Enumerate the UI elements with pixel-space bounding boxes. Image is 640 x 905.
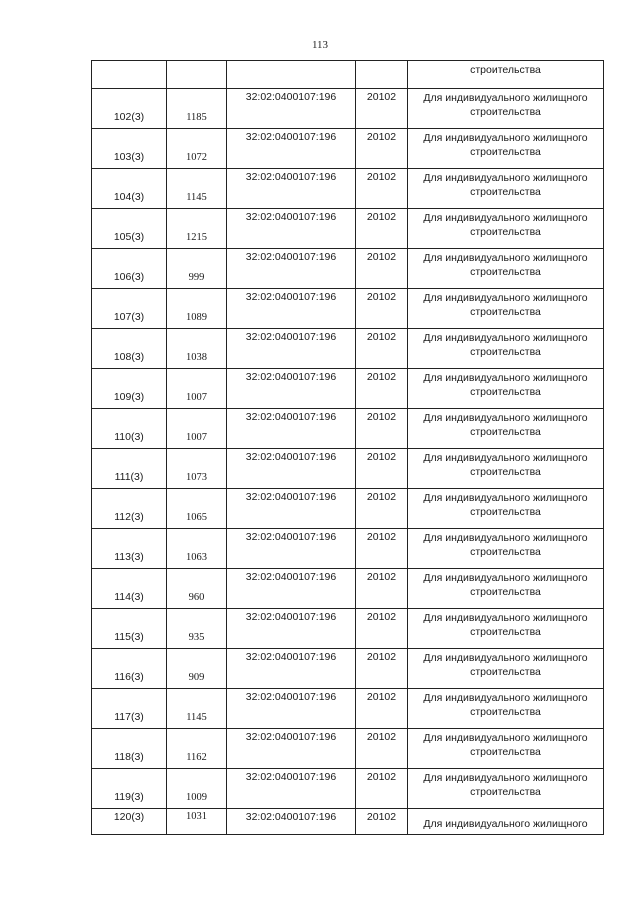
permitted-use-line: строительства (470, 546, 541, 558)
category-code-cell (356, 409, 408, 449)
permitted-use-cell (408, 289, 604, 329)
permitted-use-line: Для индивидуального жилищного (423, 532, 588, 544)
land-plot-table (91, 60, 604, 835)
cadastral-number-text: 32:02:0400107:196 (245, 411, 337, 423)
table-body (92, 61, 604, 835)
plot-number-text: 117(3) (114, 711, 144, 723)
category-code-text: 20102 (366, 171, 397, 183)
cadastral-number-text: 32:02:0400107:196 (245, 91, 337, 103)
area-cell (167, 449, 227, 489)
area-cell (167, 569, 227, 609)
plot-number-cell (92, 409, 167, 449)
plot-number-text: 119(3) (114, 791, 144, 803)
area-text: 1073 (186, 472, 207, 483)
plot-number-cell (92, 89, 167, 129)
permitted-use-cell (408, 729, 604, 769)
plot-number-text: 110(3) (114, 431, 144, 443)
category-code-text: 20102 (366, 91, 397, 103)
permitted-use-line: Для индивидуального жилищного (423, 132, 588, 144)
category-code-text: 20102 (366, 811, 397, 823)
category-code-cell (356, 369, 408, 409)
plot-number-cell (92, 61, 167, 89)
category-code-text: 20102 (366, 371, 397, 383)
cadastral-number-cell (227, 129, 356, 169)
permitted-use-line: Для индивидуального жилищного (423, 252, 588, 264)
permitted-use-line: строительства (470, 706, 541, 718)
permitted-use-cell (408, 61, 604, 89)
table-row-carry-over (92, 61, 604, 89)
category-code-text: 20102 (366, 251, 397, 263)
area-text: 1162 (186, 752, 207, 763)
permitted-use-line: Для индивидуального жилищного (423, 412, 588, 424)
plot-number-cell (92, 289, 167, 329)
cadastral-number-cell (227, 249, 356, 289)
permitted-use-cell (408, 329, 604, 369)
permitted-use-cell (408, 249, 604, 289)
category-code-cell (356, 529, 408, 569)
plot-number-text: 107(3) (113, 311, 145, 323)
area-cell (167, 249, 227, 289)
area-text: 1031 (186, 811, 207, 822)
cadastral-number-text: 32:02:0400107:196 (245, 771, 337, 783)
page-number: 113 (311, 39, 329, 51)
cadastral-number-cell (227, 609, 356, 649)
cadastral-number-cell (227, 729, 356, 769)
plot-number-text: 118(3) (114, 751, 144, 763)
cadastral-number-cell (227, 329, 356, 369)
category-code-cell (356, 449, 408, 489)
category-code-text: 20102 (366, 531, 397, 543)
category-code-text: 20102 (366, 771, 397, 783)
plot-number-cell (92, 449, 167, 489)
permitted-use-line: строительства (470, 346, 541, 358)
cadastral-number-cell (227, 169, 356, 209)
permitted-use-line: строительства (470, 226, 541, 238)
table-row (92, 449, 604, 489)
category-code-cell (356, 329, 408, 369)
permitted-use-line: Для индивидуального жилищного (423, 732, 588, 744)
plot-number-cell (92, 129, 167, 169)
area-cell (167, 489, 227, 529)
area-cell (167, 369, 227, 409)
area-text: 1215 (186, 232, 207, 243)
cadastral-number-cell (227, 61, 356, 89)
category-code-cell (356, 729, 408, 769)
area-cell (167, 529, 227, 569)
permitted-use-cell (408, 369, 604, 409)
category-code-cell (356, 569, 408, 609)
plot-number-cell (92, 209, 167, 249)
permitted-use-cell (408, 489, 604, 529)
permitted-use-line: Для индивидуального жилищного (423, 772, 588, 784)
category-code-cell (356, 129, 408, 169)
cadastral-number-text: 32:02:0400107:196 (245, 131, 337, 143)
cadastral-number-text: 32:02:0400107:196 (245, 651, 337, 663)
plot-number-cell (92, 569, 167, 609)
permitted-use-line: строительства (470, 64, 541, 76)
permitted-use-cell (408, 609, 604, 649)
permitted-use-cell (408, 809, 604, 835)
permitted-use-line: Для индивидуального жилищного (423, 92, 588, 104)
table-row (92, 209, 604, 249)
area-cell (167, 769, 227, 809)
table-row (92, 689, 604, 729)
permitted-use-line: Для индивидуального жилищного (423, 572, 588, 584)
plot-number-text: 108(3) (113, 351, 145, 363)
permitted-use-line: строительства (470, 506, 541, 518)
permitted-use-cell (408, 449, 604, 489)
permitted-use-line: строительства (470, 106, 541, 118)
table-row (92, 569, 604, 609)
category-code-cell (356, 89, 408, 129)
cadastral-number-text: 32:02:0400107:196 (245, 451, 337, 463)
plot-number-text: 103(3) (113, 151, 145, 163)
permitted-use-cell (408, 129, 604, 169)
permitted-use-line: Для индивидуального жилищного (423, 372, 588, 384)
category-code-text: 20102 (366, 611, 397, 623)
area-cell (167, 809, 227, 835)
plot-number-cell (92, 609, 167, 649)
category-code-text: 20102 (366, 291, 397, 303)
table-row (92, 329, 604, 369)
plot-number-text: 109(3) (113, 391, 145, 403)
area-text: 1009 (186, 792, 207, 803)
permitted-use-line: строительства (470, 386, 541, 398)
area-text: 960 (188, 592, 205, 603)
cadastral-number-text: 32:02:0400107:196 (245, 371, 337, 383)
area-cell (167, 129, 227, 169)
cadastral-number-cell (227, 689, 356, 729)
cadastral-number-cell (227, 809, 356, 835)
category-code-text: 20102 (366, 411, 397, 423)
cadastral-number-cell (227, 289, 356, 329)
table-row (92, 129, 604, 169)
category-code-cell (356, 289, 408, 329)
permitted-use-line: строительства (470, 426, 541, 438)
area-text: 1072 (186, 152, 207, 163)
table-row (92, 369, 604, 409)
cadastral-number-cell (227, 209, 356, 249)
table-row (92, 649, 604, 689)
plot-number-text: 104(3) (113, 191, 145, 203)
area-text: 1065 (186, 512, 207, 523)
category-code-cell (356, 609, 408, 649)
permitted-use-line: Для индивидуального жилищного (423, 172, 588, 184)
area-cell (167, 329, 227, 369)
plot-number-cell (92, 529, 167, 569)
permitted-use-line: строительства (470, 146, 541, 158)
permitted-use-line: строительства (470, 186, 541, 198)
category-code-cell (356, 249, 408, 289)
cadastral-number-text: 32:02:0400107:196 (245, 811, 337, 823)
category-code-text: 20102 (366, 211, 397, 223)
cadastral-number-text: 32:02:0400107:196 (245, 611, 337, 623)
cadastral-number-text: 32:02:0400107:196 (245, 691, 337, 703)
table-row (92, 529, 604, 569)
plot-number-cell (92, 169, 167, 209)
permitted-use-line: Для индивидуального жилищного (423, 452, 588, 464)
area-text: 999 (188, 272, 205, 283)
area-cell (167, 169, 227, 209)
permitted-use-line: Для индивидуального жилищного (423, 652, 588, 664)
plot-number-text: 111(3) (114, 471, 144, 483)
category-code-text: 20102 (366, 731, 397, 743)
area-text: 935 (188, 632, 205, 643)
cadastral-number-cell (227, 569, 356, 609)
cadastral-number-text: 32:02:0400107:196 (245, 491, 337, 503)
permitted-use-line: Для индивидуального жилищного (423, 292, 588, 304)
table-row (92, 769, 604, 809)
permitted-use-cell (408, 529, 604, 569)
permitted-use-line: строительства (470, 786, 541, 798)
cadastral-number-cell (227, 649, 356, 689)
permitted-use-cell (408, 569, 604, 609)
cadastral-number-cell (227, 529, 356, 569)
area-text: 1145 (186, 192, 207, 203)
permitted-use-line: Для индивидуального жилищного (423, 818, 588, 830)
table-row (92, 729, 604, 769)
permitted-use-cell (408, 689, 604, 729)
category-code-text: 20102 (366, 571, 397, 583)
permitted-use-line: строительства (470, 626, 541, 638)
table-row (92, 809, 604, 835)
area-text: 1089 (186, 312, 207, 323)
area-text: 1038 (186, 352, 207, 363)
category-code-text: 20102 (366, 491, 397, 503)
cadastral-number-cell (227, 369, 356, 409)
category-code-cell (356, 809, 408, 835)
plot-number-text: 114(3) (114, 591, 144, 603)
category-code-cell (356, 169, 408, 209)
permitted-use-line: строительства (470, 266, 541, 278)
cadastral-number-cell (227, 489, 356, 529)
plot-number-text: 115(3) (114, 631, 144, 643)
plot-number-text: 105(3) (113, 231, 145, 243)
area-cell (167, 649, 227, 689)
area-cell (167, 729, 227, 769)
permitted-use-line: строительства (470, 306, 541, 318)
permitted-use-line: Для индивидуального жилищного (423, 492, 588, 504)
plot-number-text: 112(3) (114, 511, 144, 523)
permitted-use-cell (408, 649, 604, 689)
cadastral-number-text: 32:02:0400107:196 (245, 731, 337, 743)
plot-number-cell (92, 489, 167, 529)
permitted-use-cell (408, 169, 604, 209)
plot-number-cell (92, 329, 167, 369)
category-code-text: 20102 (366, 331, 397, 343)
permitted-use-line: строительства (470, 746, 541, 758)
cadastral-number-text: 32:02:0400107:196 (245, 531, 337, 543)
area-text: 1007 (186, 432, 207, 443)
table-row (92, 249, 604, 289)
area-cell (167, 289, 227, 329)
plot-number-text: 113(3) (114, 551, 144, 563)
category-code-text: 20102 (366, 651, 397, 663)
plot-number-cell (92, 729, 167, 769)
area-text: 1063 (186, 552, 207, 563)
category-code-text: 20102 (366, 451, 397, 463)
permitted-use-line: Для индивидуального жилищного (423, 612, 588, 624)
plot-number-cell (92, 649, 167, 689)
category-code-cell (356, 209, 408, 249)
cadastral-number-cell (227, 89, 356, 129)
permitted-use-cell (408, 89, 604, 129)
permitted-use-cell (408, 769, 604, 809)
table-row (92, 289, 604, 329)
permitted-use-cell (408, 409, 604, 449)
category-code-cell (356, 61, 408, 89)
cadastral-number-cell (227, 409, 356, 449)
permitted-use-line: Для индивидуального жилищного (423, 212, 588, 224)
permitted-use-line: Для индивидуального жилищного (423, 332, 588, 344)
plot-number-cell (92, 369, 167, 409)
table-row (92, 489, 604, 529)
category-code-text: 20102 (366, 131, 397, 143)
area-cell (167, 61, 227, 89)
area-cell (167, 609, 227, 649)
cadastral-number-text: 32:02:0400107:196 (245, 331, 337, 343)
area-text: 1185 (186, 112, 207, 123)
plot-number-text: 116(3) (114, 671, 144, 683)
plot-number-cell (92, 769, 167, 809)
table-row (92, 169, 604, 209)
cadastral-number-text: 32:02:0400107:196 (245, 571, 337, 583)
area-cell (167, 689, 227, 729)
cadastral-number-text: 32:02:0400107:196 (245, 171, 337, 183)
plot-number-cell (92, 249, 167, 289)
cadastral-number-text: 32:02:0400107:196 (245, 211, 337, 223)
area-cell (167, 209, 227, 249)
area-cell (167, 409, 227, 449)
cadastral-number-cell (227, 769, 356, 809)
permitted-use-line: строительства (470, 586, 541, 598)
category-code-text: 20102 (366, 691, 397, 703)
plot-number-text: 102(3) (113, 111, 145, 123)
area-text: 1145 (186, 712, 207, 723)
table-row (92, 89, 604, 129)
plot-number-cell (92, 809, 167, 835)
permitted-use-line: строительства (470, 466, 541, 478)
cadastral-number-cell (227, 449, 356, 489)
cadastral-number-text: 32:02:0400107:196 (245, 291, 337, 303)
area-cell (167, 89, 227, 129)
area-text: 909 (188, 672, 205, 683)
permitted-use-line: строительства (470, 666, 541, 678)
plot-number-text: 106(3) (113, 271, 145, 283)
category-code-cell (356, 689, 408, 729)
cadastral-number-text: 32:02:0400107:196 (245, 251, 337, 263)
area-text: 1007 (186, 392, 207, 403)
category-code-cell (356, 649, 408, 689)
plot-number-text: 120(3) (113, 811, 145, 823)
permitted-use-line: Для индивидуального жилищного (423, 692, 588, 704)
table-row (92, 609, 604, 649)
category-code-cell (356, 489, 408, 529)
table-row (92, 409, 604, 449)
category-code-cell (356, 769, 408, 809)
plot-number-cell (92, 689, 167, 729)
permitted-use-cell (408, 209, 604, 249)
